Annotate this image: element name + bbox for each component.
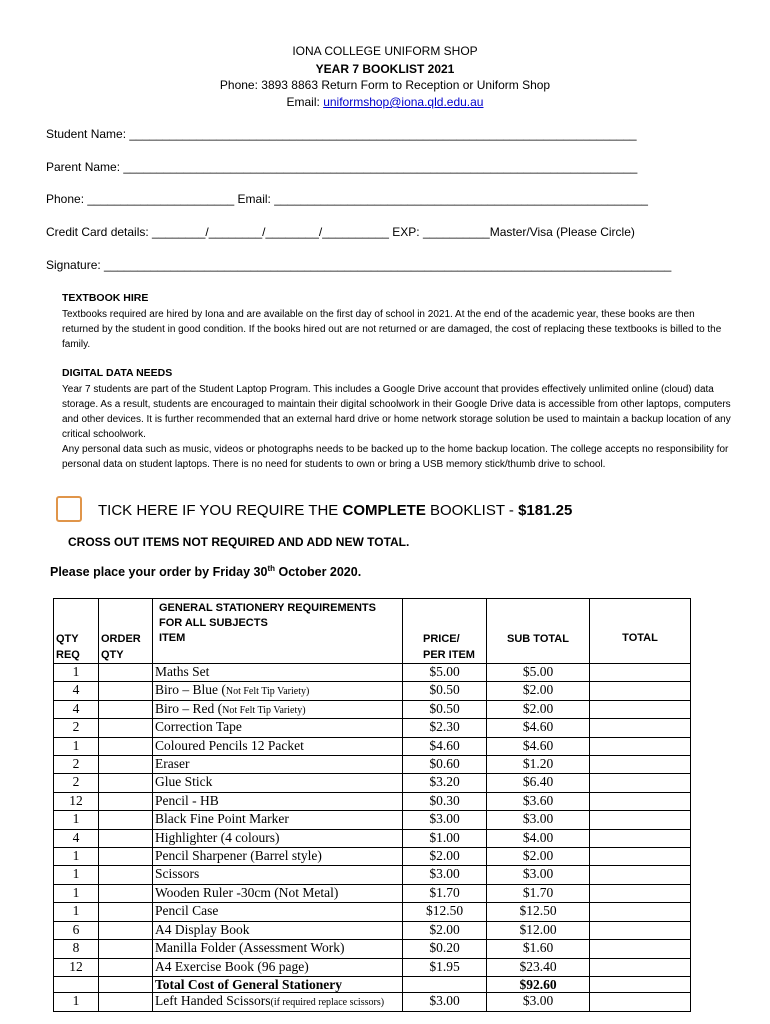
item-header-3: ITEM bbox=[159, 632, 186, 644]
complete-booklist-checkbox[interactable] bbox=[56, 496, 82, 522]
qty-cell: 1 bbox=[54, 848, 99, 866]
item-cell bbox=[153, 719, 403, 737]
item-cell bbox=[153, 774, 403, 792]
credit-card-field[interactable]: Credit Card details: ________/________/________/__________ EXP: __________Master/Visa (Please Circle) bbox=[46, 225, 635, 239]
price-cell: $0.60 bbox=[403, 756, 487, 774]
item-name: Pencil - HB bbox=[155, 792, 219, 808]
subtotal-cell: $2.00 bbox=[487, 682, 590, 700]
price-cell: $1.70 bbox=[403, 884, 487, 902]
item-name: Pencil Case bbox=[155, 903, 219, 919]
price-cell bbox=[403, 976, 487, 992]
table-row bbox=[54, 993, 691, 1011]
total-cell[interactable] bbox=[590, 682, 691, 700]
booklist-table bbox=[53, 598, 691, 1012]
qty-cell: 1 bbox=[54, 737, 99, 755]
table-row bbox=[54, 664, 691, 682]
subtotal-cell: $12.50 bbox=[487, 903, 590, 921]
phone-email-field[interactable]: Phone: ______________________ Email: ________________________________________________________ bbox=[46, 192, 648, 206]
item-name: Black Fine Point Marker bbox=[155, 811, 289, 827]
email-label: Email: bbox=[286, 95, 324, 109]
price-cell: $0.50 bbox=[403, 700, 487, 718]
item-cell bbox=[153, 664, 403, 682]
order-qty-cell[interactable] bbox=[99, 866, 153, 884]
item-cell bbox=[153, 958, 403, 976]
total-cell[interactable] bbox=[590, 756, 691, 774]
qty-cell: 1 bbox=[54, 811, 99, 829]
digital-data-para2: Any personal data such as music, videos or photographs needs to be backed up to the home backup location. The college accepts no responsibility for personal data on student laptops. There is no need for students to own or bring a USB memory stick/thumb drive to school. bbox=[62, 444, 729, 470]
total-header bbox=[590, 599, 691, 664]
signature-field[interactable]: Signature: _____________________________________________________________________________________ bbox=[46, 258, 672, 272]
subtotal-header bbox=[487, 599, 590, 664]
price-cell: $12.50 bbox=[403, 903, 487, 921]
price-cell: $2.00 bbox=[403, 848, 487, 866]
qty-cell: 8 bbox=[54, 940, 99, 958]
table-row bbox=[54, 737, 691, 755]
item-cell bbox=[153, 700, 403, 718]
total-cell[interactable] bbox=[590, 700, 691, 718]
item-name: Pencil Sharpener (Barrel style) bbox=[155, 848, 322, 864]
subtotal-cell: $3.00 bbox=[487, 993, 590, 1011]
price-cell: $3.00 bbox=[403, 993, 487, 1011]
subtotal-cell: $1.70 bbox=[487, 884, 590, 902]
item-name: A4 Exercise Book (96 page) bbox=[155, 958, 309, 974]
item-header-1: GENERAL STATIONERY REQUIREMENTS bbox=[159, 602, 376, 614]
item-name: Manilla Folder (Assessment Work) bbox=[155, 940, 345, 956]
item-cell bbox=[153, 921, 403, 939]
qty-cell: 2 bbox=[54, 756, 99, 774]
qty-cell: 1 bbox=[54, 993, 99, 1011]
subtotal-cell: $2.00 bbox=[487, 848, 590, 866]
student-name-field[interactable]: Student Name: ____________________________________________________________________________ bbox=[46, 127, 637, 141]
order-header bbox=[99, 599, 153, 664]
total-cell[interactable] bbox=[590, 737, 691, 755]
order-qty-cell bbox=[99, 976, 153, 992]
price-cell: $0.50 bbox=[403, 682, 487, 700]
total-cell[interactable] bbox=[590, 664, 691, 682]
order-qty-cell[interactable] bbox=[99, 993, 153, 1011]
parent-name-field[interactable]: Parent Name: _____________________________________________________________________________ bbox=[46, 160, 638, 174]
item-cell bbox=[153, 756, 403, 774]
table-row bbox=[54, 884, 691, 902]
item-name: Biro – Blue ( bbox=[155, 682, 226, 698]
qty-cell: 1 bbox=[54, 903, 99, 921]
price-cell: $4.60 bbox=[403, 737, 487, 755]
qty-cell: 6 bbox=[54, 921, 99, 939]
table-row bbox=[54, 848, 691, 866]
item-cell bbox=[153, 866, 403, 884]
order-qty-cell[interactable] bbox=[99, 940, 153, 958]
complete-booklist-label bbox=[98, 502, 572, 519]
order-deadline bbox=[50, 564, 361, 579]
tick-prefix: TICK HERE IF YOU REQUIRE THE bbox=[98, 502, 343, 519]
price-cell: $1.95 bbox=[403, 958, 487, 976]
qty-header-1: QTY bbox=[56, 633, 79, 645]
order-qty-cell[interactable] bbox=[99, 884, 153, 902]
qty-cell: 2 bbox=[54, 774, 99, 792]
total-cell[interactable] bbox=[590, 848, 691, 866]
order-qty-cell[interactable] bbox=[99, 958, 153, 976]
textbook-hire-title: TEXTBOOK HIRE bbox=[62, 292, 149, 304]
price-cell: $3.20 bbox=[403, 774, 487, 792]
order-header-1: ORDER bbox=[101, 633, 141, 645]
order-qty-cell[interactable] bbox=[99, 848, 153, 866]
qty-header bbox=[54, 599, 99, 664]
price-cell: $0.30 bbox=[403, 792, 487, 810]
price-cell: $3.00 bbox=[403, 866, 487, 884]
item-note: (if required replace scissors) bbox=[270, 997, 385, 1009]
table-row bbox=[54, 719, 691, 737]
subtotal-cell: $3.00 bbox=[487, 866, 590, 884]
digital-data-title: DIGITAL DATA NEEDS bbox=[62, 367, 173, 379]
order-qty-cell[interactable] bbox=[99, 700, 153, 718]
order-qty-cell[interactable] bbox=[99, 811, 153, 829]
item-name: Highlighter (4 colours) bbox=[155, 829, 280, 845]
booklist-title: YEAR 7 BOOKLIST 2021 bbox=[315, 62, 455, 76]
order-qty-cell[interactable] bbox=[99, 829, 153, 847]
qty-cell: 1 bbox=[54, 664, 99, 682]
price-cell: $2.30 bbox=[403, 719, 487, 737]
contact-phone: Phone: 3893 8863 Return Form to Reception or Uniform Shop bbox=[219, 78, 551, 92]
subtotal-cell: $5.00 bbox=[487, 664, 590, 682]
item-cell bbox=[153, 884, 403, 902]
total-row bbox=[54, 976, 691, 992]
table-row bbox=[54, 921, 691, 939]
stationery-total-value: $92.60 bbox=[487, 976, 590, 992]
price-header-2: PER ITEM bbox=[423, 649, 475, 661]
item-header bbox=[153, 599, 403, 664]
item-cell bbox=[153, 792, 403, 810]
total-cell[interactable] bbox=[590, 774, 691, 792]
item-name: Maths Set bbox=[155, 664, 210, 679]
qty-cell: 12 bbox=[54, 958, 99, 976]
textbook-hire-body: Textbooks required are hired by Iona and are available on the first day of school in 2021. At the end of the academic year, these books are then returned by the student in good condition. If the books hired out are not returned or are damaged, the cost of replacing these textbooks is billed to the family. bbox=[62, 309, 722, 350]
table-row bbox=[54, 903, 691, 921]
total-cell[interactable] bbox=[590, 792, 691, 810]
qty-cell: 12 bbox=[54, 792, 99, 810]
item-cell bbox=[153, 903, 403, 921]
order-qty-cell[interactable] bbox=[99, 774, 153, 792]
table-row bbox=[54, 774, 691, 792]
item-note: Not Felt Tip Variety) bbox=[222, 704, 306, 716]
qty-cell: 1 bbox=[54, 884, 99, 902]
qty-cell: 4 bbox=[54, 829, 99, 847]
table-row bbox=[54, 866, 691, 884]
qty-cell: 2 bbox=[54, 719, 99, 737]
subtotal-cell: $4.60 bbox=[487, 719, 590, 737]
total-cell[interactable] bbox=[590, 976, 691, 992]
subtotal-cell: $2.00 bbox=[487, 700, 590, 718]
order-qty-cell[interactable] bbox=[99, 903, 153, 921]
item-name: Scissors bbox=[155, 866, 200, 882]
subtotal-cell: $4.00 bbox=[487, 829, 590, 847]
total-cell[interactable] bbox=[590, 958, 691, 976]
table-row bbox=[54, 940, 691, 958]
table-row bbox=[54, 958, 691, 976]
price-cell: $1.00 bbox=[403, 829, 487, 847]
order-header-2: QTY bbox=[101, 649, 124, 661]
price-header bbox=[403, 599, 487, 664]
shop-name: IONA COLLEGE UNIFORM SHOP bbox=[292, 44, 478, 58]
email-link[interactable]: uniformshop@iona.qld.edu.au bbox=[323, 95, 484, 109]
item-cell bbox=[153, 829, 403, 847]
table-row bbox=[54, 792, 691, 810]
subtotal-cell: $23.40 bbox=[487, 958, 590, 976]
total-cell[interactable] bbox=[590, 866, 691, 884]
subtotal-cell: $12.00 bbox=[487, 921, 590, 939]
item-name: Biro – Red ( bbox=[155, 700, 223, 716]
qty-cell: 4 bbox=[54, 700, 99, 718]
order-qty-cell[interactable] bbox=[99, 792, 153, 810]
total-cell[interactable] bbox=[590, 921, 691, 939]
price-header-1: PRICE/ bbox=[423, 633, 460, 645]
qty-cell: 4 bbox=[54, 682, 99, 700]
table-row bbox=[54, 829, 691, 847]
subtotal-cell: $1.60 bbox=[487, 940, 590, 958]
contact-email bbox=[0, 95, 770, 109]
item-name: Coloured Pencils 12 Packet bbox=[155, 737, 304, 753]
total-label: Total Cost of General Stationery bbox=[153, 976, 403, 992]
deadline-after: October 2020. bbox=[275, 565, 362, 580]
qty-cell bbox=[54, 976, 99, 992]
item-name: Wooden Ruler -30cm (Not Metal) bbox=[155, 884, 339, 900]
total-cell[interactable] bbox=[590, 884, 691, 902]
item-cell bbox=[153, 811, 403, 829]
item-cell bbox=[153, 682, 403, 700]
item-note: Not Felt Tip Variety) bbox=[225, 686, 310, 698]
table-row bbox=[54, 811, 691, 829]
cross-out-instruction: CROSS OUT ITEMS NOT REQUIRED AND ADD NEW TOTAL. bbox=[68, 535, 410, 549]
tick-middle: BOOKLIST - bbox=[425, 502, 519, 519]
total-cell[interactable] bbox=[590, 829, 691, 847]
subtotal-cell: $3.00 bbox=[487, 811, 590, 829]
qty-header-2: REQ bbox=[56, 649, 80, 661]
order-qty-cell[interactable] bbox=[99, 737, 153, 755]
item-header-2: FOR ALL SUBJECTS bbox=[159, 617, 268, 629]
table-row bbox=[54, 700, 691, 718]
item-name: A4 Display Book bbox=[155, 921, 250, 937]
total-cell[interactable] bbox=[590, 903, 691, 921]
deadline-before: Please place your order by Friday 30 bbox=[50, 565, 268, 580]
deadline-sup: th bbox=[267, 564, 276, 573]
order-qty-cell[interactable] bbox=[99, 921, 153, 939]
subtotal-cell: $4.60 bbox=[487, 737, 590, 755]
item-name: Left Handed Scissors bbox=[155, 993, 271, 1009]
subtotal-cell: $3.60 bbox=[487, 792, 590, 810]
total-header-text: TOTAL bbox=[622, 632, 658, 644]
textbook-hire-section bbox=[62, 291, 732, 352]
item-cell bbox=[153, 848, 403, 866]
digital-data-para1: Year 7 students are part of the Student Laptop Program. This includes a Google Drive account that provides effectively unlimited online (cloud) data storage. As a result, students are encouraged to maintain their digital schoolwork in their Google Drive data is accessible from other laptops, computers and other devices. It is further recommended that an external hard drive or home network storage solution be used to maintain a backup location of any critical schoolwork. bbox=[62, 384, 731, 440]
table-row bbox=[54, 756, 691, 774]
item-cell bbox=[153, 993, 403, 1011]
price-cell: $2.00 bbox=[403, 921, 487, 939]
total-cell[interactable] bbox=[590, 993, 691, 1011]
order-qty-cell[interactable] bbox=[99, 664, 153, 682]
subtotal-cell: $6.40 bbox=[487, 774, 590, 792]
total-cell[interactable] bbox=[590, 719, 691, 737]
subtotal-cell: $1.20 bbox=[487, 756, 590, 774]
item-name: Glue Stick bbox=[155, 774, 213, 790]
item-name: Eraser bbox=[155, 756, 190, 772]
table-header-row bbox=[54, 599, 691, 664]
table-row bbox=[54, 682, 691, 700]
price-cell: $3.00 bbox=[403, 811, 487, 829]
order-qty-cell[interactable] bbox=[99, 682, 153, 700]
item-cell bbox=[153, 940, 403, 958]
total-cell[interactable] bbox=[590, 940, 691, 958]
order-qty-cell[interactable] bbox=[99, 719, 153, 737]
tick-bold: COMPLETE bbox=[342, 502, 426, 519]
complete-booklist-price: $181.25 bbox=[518, 502, 573, 519]
item-name: Correction Tape bbox=[155, 719, 242, 735]
order-qty-cell[interactable] bbox=[99, 756, 153, 774]
subtotal-header-text: SUB TOTAL bbox=[507, 633, 569, 645]
price-cell: $0.20 bbox=[403, 940, 487, 958]
qty-cell: 1 bbox=[54, 866, 99, 884]
total-cell[interactable] bbox=[590, 811, 691, 829]
item-cell bbox=[153, 737, 403, 755]
price-cell: $5.00 bbox=[403, 664, 487, 682]
digital-data-section bbox=[62, 366, 732, 472]
